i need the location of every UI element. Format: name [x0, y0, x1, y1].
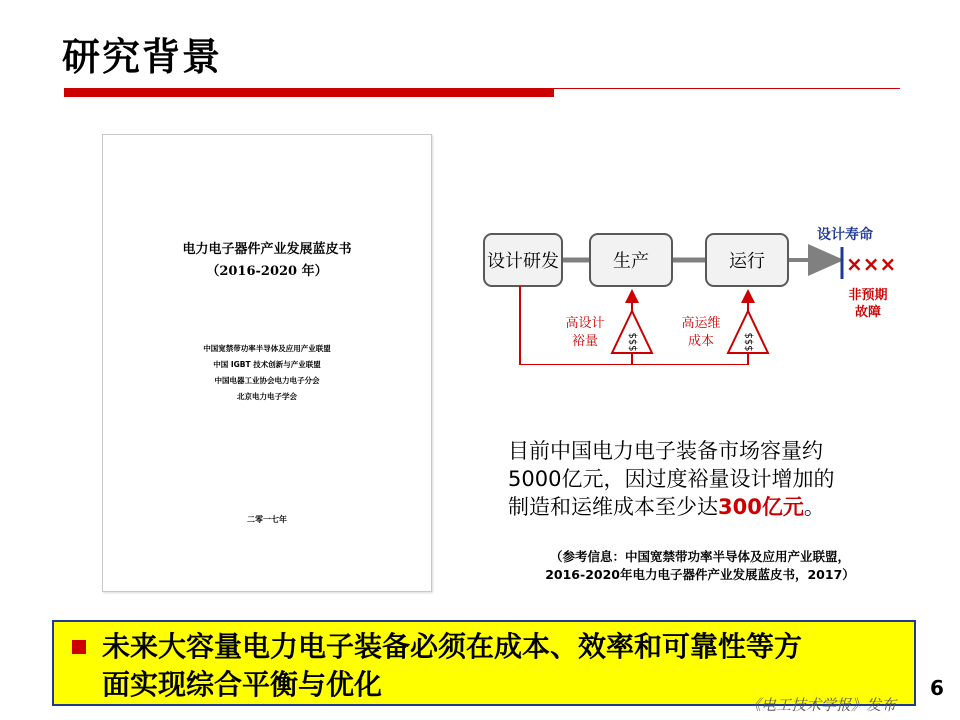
square-bullet-icon: [72, 640, 86, 654]
bluebook-org: 北京电力电子学会: [237, 392, 297, 401]
dollar-icon: $$$: [744, 332, 755, 352]
bluebook-org: 中国 IGBT 技术创新与产业联盟: [213, 360, 321, 369]
reference-line: 2016-2020年电力电子器件产业发展蓝皮书，2017）: [545, 567, 855, 582]
design-life-label: 设计寿命: [817, 227, 873, 243]
high-om-cost-label: 高运维: [681, 316, 721, 331]
publisher-watermark: 《电工技术学报》发布: [746, 696, 897, 714]
cost-highlight: 300亿元: [718, 495, 804, 519]
paragraph-line: 目前中国电力电子装备市场容量约: [508, 439, 823, 463]
unexpected-failure-label: 非预期: [848, 288, 888, 303]
bluebook-title: 电力电子器件产业发展蓝皮书: [182, 242, 352, 257]
bluebook-years: （2016-2020 年）: [206, 264, 328, 279]
market-paragraph: [508, 437, 898, 521]
conclusion-text: [102, 628, 902, 704]
bluebook-org-list: [103, 341, 431, 405]
unexpected-failure-label: 故障: [854, 305, 882, 320]
title-underline-thick: [64, 88, 554, 97]
paragraph-line: [508, 493, 898, 521]
bluebook-cover-image: [102, 134, 432, 592]
paragraph-text: 。: [803, 495, 825, 519]
lifecycle-diagram: [470, 215, 900, 365]
bluebook-org: 中国电器工业协会电力电子分会: [214, 376, 320, 385]
high-om-cost-label: 成本: [687, 334, 715, 349]
paragraph-line: 5000亿元，因过度裕量设计增加的: [508, 467, 835, 491]
bluebook-date: 二零一七年: [247, 515, 287, 524]
dollar-icon: $$$: [628, 332, 639, 352]
conclusion-line: 面实现综合平衡与优化: [102, 668, 383, 701]
page-number: 6: [930, 676, 944, 700]
high-margin-label: 裕量: [571, 334, 599, 349]
reference-line: （参考信息：中国宽禁带功率半导体及应用产业联盟，: [549, 549, 850, 564]
conclusion-line: 未来大容量电力电子装备必须在成本、效率和可靠性等方: [102, 630, 803, 663]
operation-label: 运行: [729, 251, 765, 272]
production-label: 生产: [613, 251, 649, 272]
paragraph-text: 制造和运维成本至少达: [508, 495, 718, 519]
slide-title: 研究背景: [62, 35, 223, 79]
reference-note: [500, 548, 900, 584]
failure-marks: ×××: [846, 252, 897, 276]
high-margin-label: 高设计: [565, 316, 605, 331]
design-rd-label: 设计研发: [487, 251, 559, 272]
title-underline-thin: [554, 88, 900, 89]
bluebook-org: 中国宽禁带功率半导体及应用产业联盟: [203, 344, 331, 353]
